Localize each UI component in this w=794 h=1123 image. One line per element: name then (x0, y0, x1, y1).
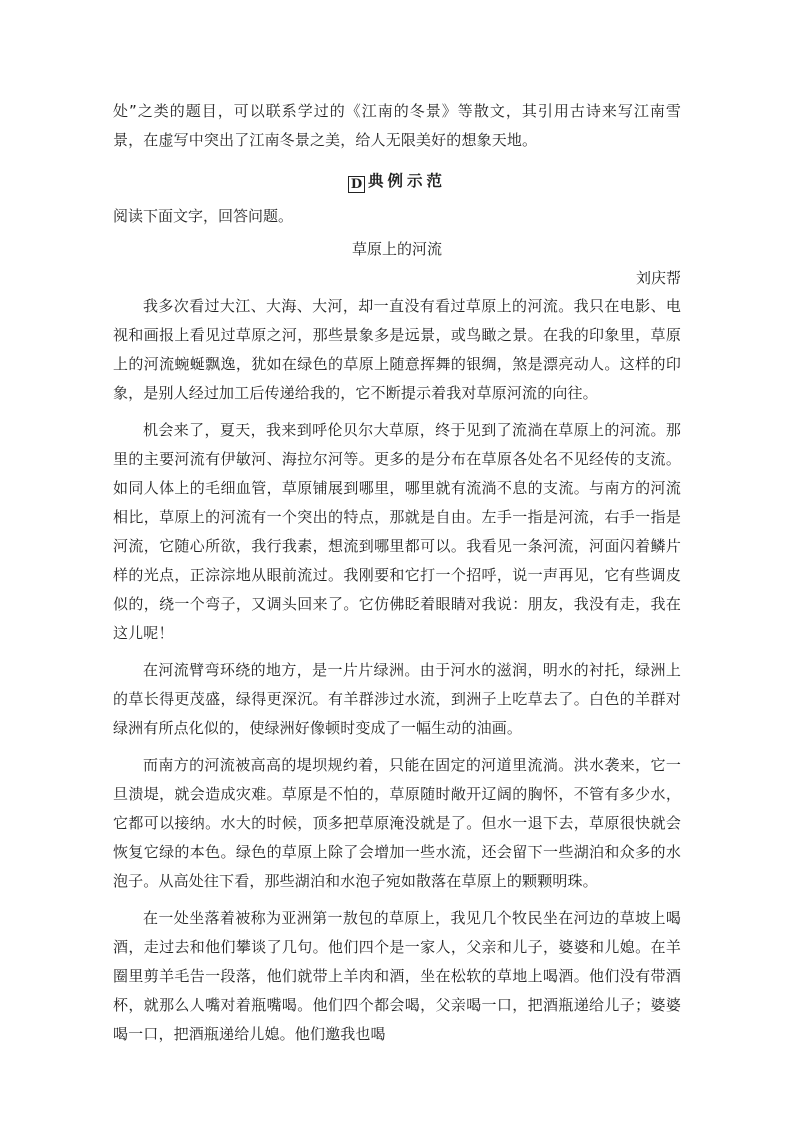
article-title: 草原上的河流 (351, 240, 442, 258)
article-body (113, 292, 681, 1057)
article-paragraph: 而南方的河流被高高的堤坝规约着，只能在固定的河道里流淌。洪水袭来，它一旦溃堤，就会造成灾难。草原是不怕的，草原随时敞开辽阔的胸怀，不管有多少水，它都可以接纳。水大的时候，顶多把草原淹没就是了。但水一退下去，草原很快就会恢复它绿的本色。绿色的草原上除了会增加一些水流，还会留下一些湖泊和众多的水泡子。从高处往下看，那些湖泊和水泡子宛如散落在草原上的颗颗明珠。 (113, 756, 681, 890)
intro-paragraph: 处”之类的题目，可以联系学过的《江南的冬景》等散文，其引用古诗来写江南雪景，在虚写中突出了江南冬景之美，给人无限美好的想象天地。 (113, 102, 681, 149)
section-heading (0, 171, 794, 193)
section-badge-icon: D (348, 176, 365, 193)
article-paragraph: 我多次看过大江、大海、大河，却一直没有看过草原上的河流。我只在电影、电视和画报上看见过草原之河，那些景象多是远景，或鸟瞰之景。在我的印象里，草原上的河流蜿蜒飘逸，犹如在绿色的草原上随意挥舞的银绸，煞是漂亮动人。这样的印象，是别人经过加工后传递给我的，它不断提示着我对草原河流的向往。 (113, 297, 681, 402)
reading-instruction: 阅读下面文字，回答问题。 (113, 207, 294, 225)
section-title: 典例示范 (367, 172, 446, 190)
article-paragraph: 在河流臂弯环绕的地方，是一片片绿洲。由于河水的滋润，明水的衬托，绿洲上的草长得更茂盛，绿得更深沉。有羊群涉过水流，到洲子上吃草去了。白色的羊群对绿洲有所点化似的，使绿洲好像顿时变成了一幅生动的油画。 (113, 661, 681, 737)
article-paragraph: 机会来了，夏天，我来到呼伦贝尔大草原，终于见到了流淌在草原上的河流。那里的主要河流有伊敏河、海拉尔河等。更多的是分布在草原各处名不见经传的支流。如同人体上的毛细血管，草原铺展到哪里，哪里就有流淌不息的支流。与南方的河流相比，草原上的河流有一个突出的特点，那就是自由。左手一指是河流，右手一指是河流，它随心所欲，我行我素，想流到哪里都可以。我看见一条河流，河面闪着鳞片样的光点，正淙淙地从眼前流过。我刚要和它打一个招呼，说一声再见，它有些调皮似的，绕一个弯子，又调头回来了。它仿佛眨着眼睛对我说：朋友，我没有走，我在这儿呢！ (113, 421, 681, 642)
article-paragraph: 在一处坐落着被称为亚洲第一敖包的草原上，我见几个牧民坐在河边的草坡上喝酒，走过去和他们攀谈了几句。他们四个是一家人，父亲和儿子，婆婆和儿媳。在羊圈里剪羊毛告一段落，他们就带上羊肉和酒，坐在松软的草地上喝酒。他们没有带酒杯，就那么人嘴对着瓶嘴喝。他们四个都会喝，父亲喝一口，把酒瓶递给儿子；婆婆喝一口，把酒瓶递给儿媳。他们邀我也喝 (113, 909, 681, 1043)
article-author: 刘庆帮 (635, 269, 681, 287)
intro-text (113, 97, 681, 155)
